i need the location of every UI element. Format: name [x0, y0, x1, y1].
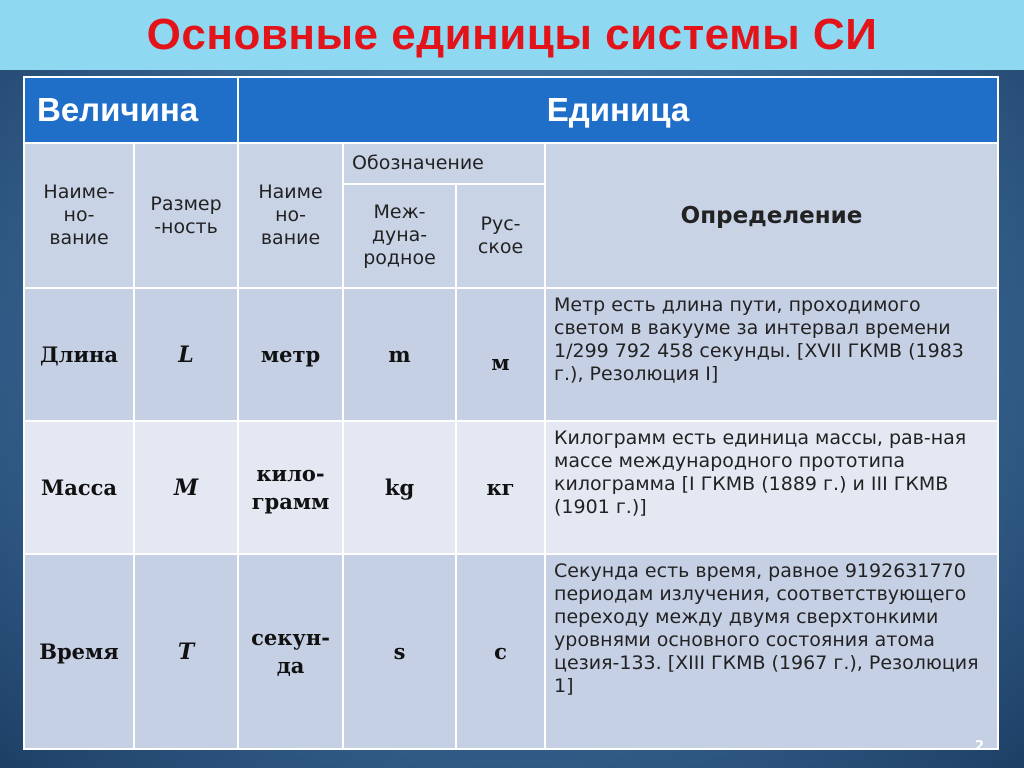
- international-cell: m: [343, 288, 456, 421]
- header-dimension: Размер -ность: [134, 143, 238, 288]
- title-bar: [0, 0, 1024, 70]
- quantity-cell: Время: [24, 554, 134, 749]
- unit-cell: метр: [238, 288, 343, 421]
- definition-cell: Метр есть длина пути, проходимого светом в вакууме за интервал времени 1/299 792 458 секунды. [XVII ГКМВ (1983 г.), Резолюция I]: [545, 288, 998, 421]
- quantity-cell: Масса: [24, 421, 134, 554]
- table-row-mass: [24, 421, 998, 554]
- quantity-cell: Длина: [24, 288, 134, 421]
- header-unit: Единица: [238, 77, 998, 143]
- definition-cell: Секунда есть время, равное 9192631770 периодам излучения, соответствующего переходу между двумя сверхтонкими уровнями основного состояния атома цезия-133. [XIII ГКМВ (1967 г.), Резолюция 1]: [545, 554, 998, 749]
- header-definition: Определение: [545, 143, 998, 288]
- page-number: 2: [974, 739, 984, 754]
- international-cell: kg: [343, 421, 456, 554]
- dimension-cell: M: [134, 421, 238, 554]
- header-quantity-name: Наиме- но- вание: [24, 143, 134, 288]
- header-quantity: Величина: [24, 77, 238, 143]
- header-international: Меж- дуна- родное: [343, 184, 456, 288]
- international-cell: s: [343, 554, 456, 749]
- header-designation: Обозначение: [343, 143, 545, 184]
- definition-cell: Килограмм есть единица массы, рав-ная массе международного прототипа килограмма [I ГКМВ (1889 г.) и III ГКМВ (1901 г.)]: [545, 421, 998, 554]
- unit-cell: кило- грамм: [238, 421, 343, 554]
- header-unit-name: Наиме но- вание: [238, 143, 343, 288]
- russian-cell: кг: [456, 421, 545, 554]
- si-units-table: [23, 76, 999, 750]
- unit-cell: секун- да: [238, 554, 343, 749]
- dimension-cell: L: [134, 288, 238, 421]
- russian-cell: м: [456, 288, 545, 421]
- table-row-length: [24, 288, 998, 421]
- russian-cell: с: [456, 554, 545, 749]
- header-row-sub1: [24, 143, 998, 184]
- table-row-time: [24, 554, 998, 749]
- slide-title: Основные единицы системы СИ: [146, 10, 878, 59]
- dimension-cell: T: [134, 554, 238, 749]
- header-row-main: [24, 77, 998, 143]
- header-russian: Рус- ское: [456, 184, 545, 288]
